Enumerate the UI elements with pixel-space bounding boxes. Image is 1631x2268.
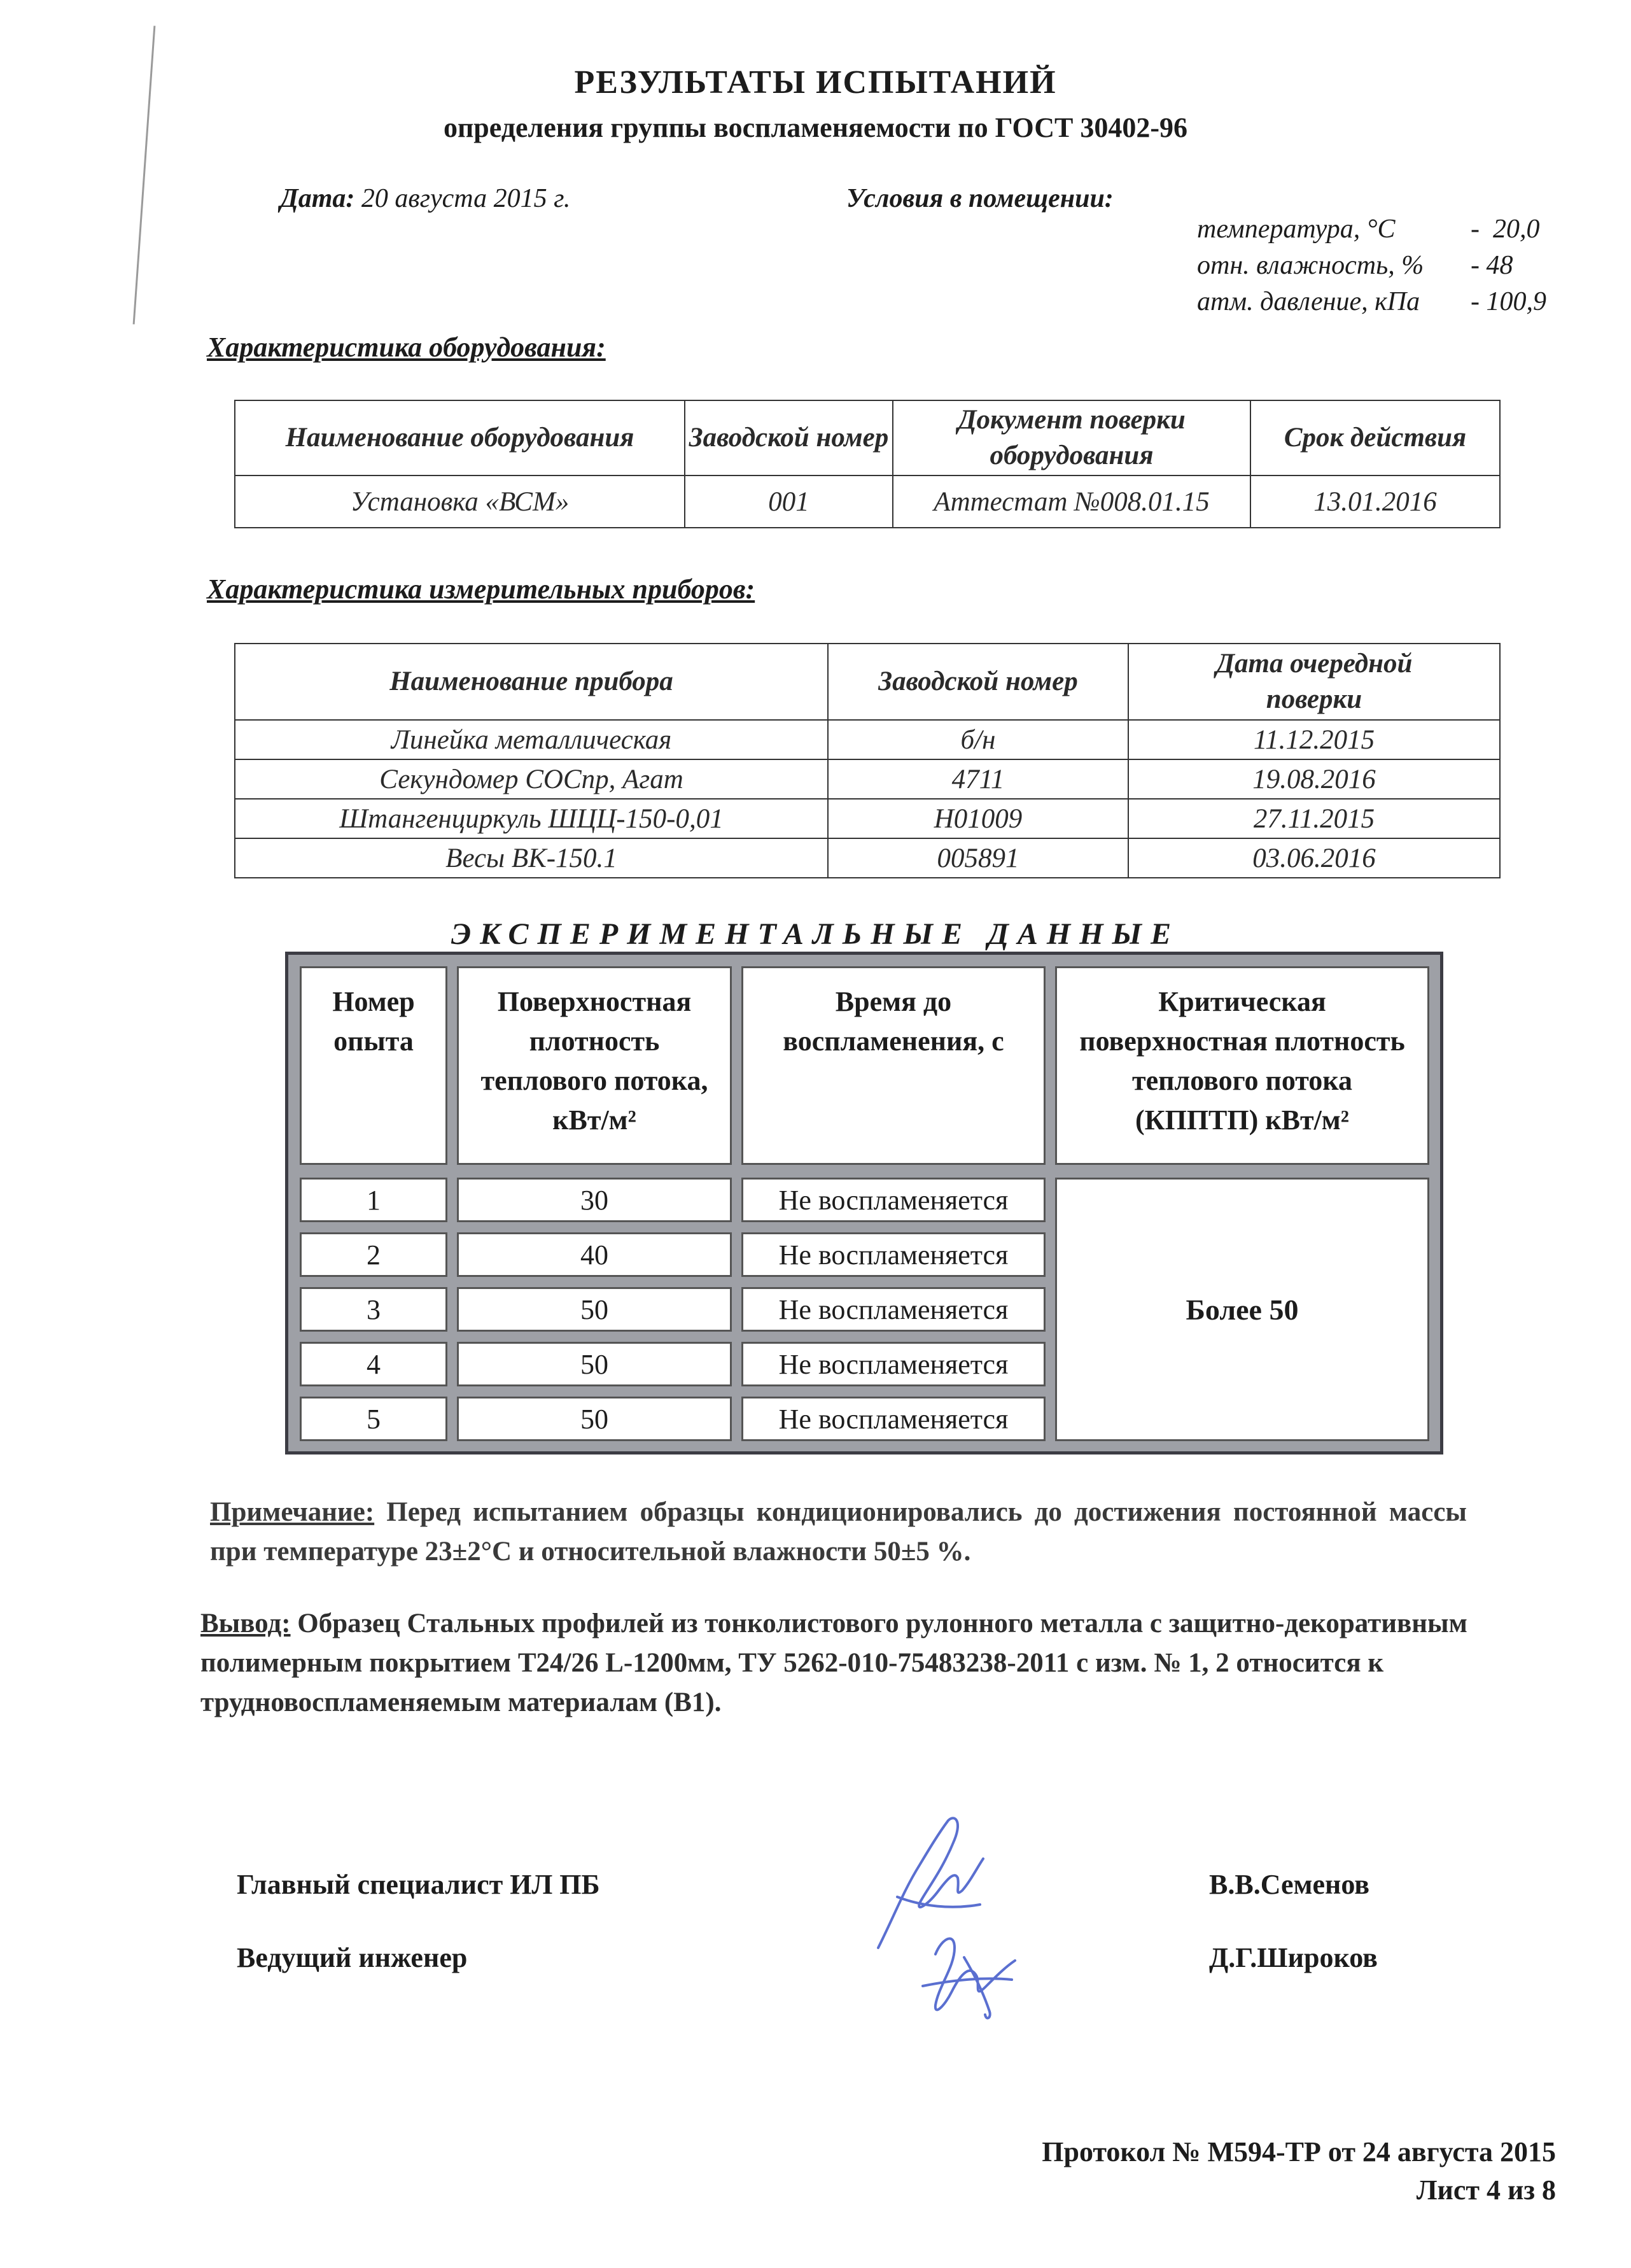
- conclusion-paragraph: [200, 1604, 1537, 1722]
- handwritten-signature-icon: [859, 1795, 1063, 2037]
- note-text: Перед испытанием образцы кондиционировались до достижения постоянной массы при температуре 23±2°С и относительной влажности 50±5 %.: [210, 1497, 1467, 1567]
- table-cell: 27.11.2015: [1128, 799, 1500, 838]
- table-header: Заводской номер: [828, 644, 1128, 720]
- date-label: Дата:: [280, 184, 355, 213]
- table-header: Документ поверки оборудования: [893, 400, 1250, 475]
- condition-row: [1184, 256, 1546, 317]
- table-cell: б/н: [828, 720, 1128, 759]
- conclusion-label: Вывод:: [200, 1609, 291, 1638]
- table-header: Дата очередной поверки: [1128, 644, 1500, 720]
- table-cell: 11.12.2015: [1128, 720, 1500, 759]
- equipment-table: [234, 400, 1501, 528]
- equipment-heading: Характеристика оборудования:: [207, 332, 606, 363]
- table-header: Срок действия: [1250, 400, 1500, 475]
- table-cell: 13.01.2016: [1250, 475, 1500, 528]
- condition-value: - 48: [1471, 251, 1513, 280]
- table-cell: 4: [300, 1342, 447, 1386]
- table-cell: 1: [300, 1178, 447, 1222]
- instruments-heading: Характеристика измерительных приборов:: [207, 574, 755, 605]
- conditions-label: Условия в помещении:: [846, 184, 1114, 213]
- sheet-number: Лист 4 из 8: [1416, 2174, 1556, 2206]
- conclusion-text: Образец Стальных профилей из тонколистового рулонного металла с защитно-декоративным полимерным покрытием Т24/26 L-1200мм, ТУ 5262-010-75483238-2011 с изм. № 1, 2 относится к трудновоспламеняемым материалам (В1).: [200, 1609, 1467, 1717]
- table-cell: Аттестат №008.01.15: [893, 475, 1250, 528]
- page-title: РЕЗУЛЬТАТЫ ИСПЫТАНИЙ: [574, 64, 1057, 101]
- condition-name: температура, °С: [1197, 215, 1396, 244]
- table-row: [235, 759, 1500, 799]
- note-label: Примечание:: [210, 1497, 375, 1527]
- experimental-heading: ЭКСПЕРИМЕНТАЛЬНЫЕ ДАННЫЕ: [451, 917, 1180, 951]
- condition-value: - 100,9: [1471, 287, 1546, 316]
- table-cell: Н01009: [828, 799, 1128, 838]
- table-cell: Не воспламеняется: [741, 1397, 1046, 1441]
- signature-position: Главный специалист ИЛ ПБ: [237, 1869, 600, 1900]
- table-header: Поверхностная плотность теплового потока, кВт/м²: [457, 966, 732, 1165]
- table-header: Наименование оборудования: [235, 400, 685, 475]
- condition-name: атм. давление, кПа: [1197, 287, 1420, 316]
- table-cell: Не воспламеняется: [741, 1287, 1046, 1332]
- table-cell: 4711: [828, 759, 1128, 799]
- table-cell: 005891: [828, 838, 1128, 878]
- table-cell: 19.08.2016: [1128, 759, 1500, 799]
- protocol-number: Протокол № М594-ТР от 24 августа 2015: [1042, 2136, 1556, 2167]
- table-row: [235, 475, 1500, 528]
- table-cell: 50: [457, 1397, 732, 1441]
- table-header: Критическая поверхностная плотность теплового потока (КППТП) кВт/м²: [1055, 966, 1429, 1165]
- table-cell: 2: [300, 1232, 447, 1277]
- table-cell: Штангенциркуль ШЦЦ-150-0,01: [235, 799, 828, 838]
- signature-name: В.В.Семенов: [1209, 1869, 1370, 1900]
- table-header: Номер опыта: [300, 966, 447, 1165]
- table-header: Время до воспламенения, с: [741, 966, 1046, 1165]
- table-row: [235, 838, 1500, 878]
- table-header: Заводской номер: [685, 400, 893, 475]
- table-header: Наименование прибора: [235, 644, 828, 720]
- page-subtitle: определения группы воспламеняемости по ГОСТ 30402-96: [443, 112, 1188, 143]
- date-value: 20 августа 2015 г.: [361, 184, 571, 213]
- instruments-table: [234, 643, 1501, 878]
- table-cell: 50: [457, 1287, 732, 1332]
- table-cell: 50: [457, 1342, 732, 1386]
- condition-name: отн. влажность, %: [1197, 251, 1424, 280]
- table-cell: Не воспламеняется: [741, 1342, 1046, 1386]
- condition-value: - 20,0: [1471, 215, 1540, 244]
- table-cell: 30: [457, 1178, 732, 1222]
- signature-position: Ведущий инженер: [237, 1942, 468, 1973]
- table-cell: Не воспламеняется: [741, 1232, 1046, 1277]
- table-cell: 5: [300, 1397, 447, 1441]
- table-cell: 001: [685, 475, 893, 528]
- date-block: [280, 183, 570, 214]
- signature-name: Д.Г.Широков: [1209, 1942, 1378, 1973]
- table-cell: Установка «ВСМ»: [235, 475, 685, 528]
- experimental-table: [285, 952, 1443, 1454]
- table-cell: 40: [457, 1232, 732, 1277]
- critical-value-cell: Более 50: [1055, 1178, 1429, 1441]
- table-row: [235, 720, 1500, 759]
- table-cell: Не воспламеняется: [741, 1178, 1046, 1222]
- table-cell: Весы ВК-150.1: [235, 838, 828, 878]
- table-row: [235, 799, 1500, 838]
- table-cell: Секундомер СОСпр, Агат: [235, 759, 828, 799]
- note-paragraph: [210, 1493, 1467, 1572]
- table-cell: 03.06.2016: [1128, 838, 1500, 878]
- table-cell: Линейка металлическая: [235, 720, 828, 759]
- table-cell: 3: [300, 1287, 447, 1332]
